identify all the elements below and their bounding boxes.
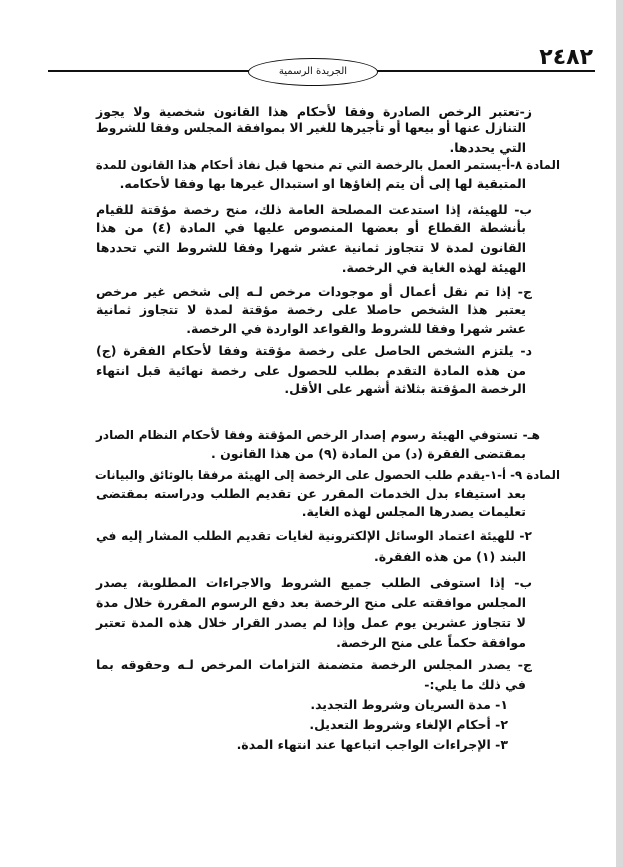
text-line: لا تتجاوز عشرين يوم عمل وإذا لم يصدر القرار خلال هذه المدة تعتبر bbox=[96, 615, 526, 630]
text-line: يعتبر هذا الشخص حاصلا على رخصة مؤقتة لمدة لا تتجاوز ثمانية bbox=[96, 302, 526, 317]
text-line: ج- يصدر المجلس الرخصة متضمنة التزامات المرخص لـه وحقوقه بما bbox=[96, 657, 532, 672]
text-line: د- يلتزم الشخص الحاصل على رخصة مؤقتة وفقا لأحكام الفقرة (ج) bbox=[96, 343, 532, 358]
list-item: ٢- أحكام الإلغاء وشروط التعديل. bbox=[309, 717, 508, 732]
article-8-line: المادة ٨-أ-يستمر العمل بالرخصة التي تم منحها قبل نفاذ أحكام هذا القانون للمدة bbox=[95, 158, 560, 172]
text-line: التنازل عنها أو بيعها أو تأجيرها للغير الا بموافقة المجلس وفقا للشروط bbox=[96, 121, 526, 135]
text-line: ب- للهيئة، إذا استدعت المصلحة العامة ذلك، منح رخصة مؤقتة للقيام bbox=[96, 202, 532, 217]
text-line: بأنشطة القطاع أو بعضها المنصوص عليها في المادة (٤) من هذا bbox=[96, 220, 526, 235]
text-line: البند (١) من هذه الفقرة. bbox=[373, 549, 526, 564]
text-line: الرخصة المؤقتة بثلاثة أشهر على الأقل. bbox=[284, 381, 526, 396]
text-line: من هذه المادة التقدم بطلب للحصول على رخصة نهائية قبل انتهاء bbox=[96, 363, 526, 378]
journal-name-badge: الجريدة الرسمية bbox=[248, 58, 378, 86]
text-line: ز-تعتبر الرخص الصادرة وفقا لأحكام هذا القانون شخصية ولا يجوز bbox=[96, 104, 532, 119]
text-line: بمقتضى الفقرة (د) من المادة (٩) من هذا القانون . bbox=[211, 446, 526, 461]
text-line: عشر شهرا وفقا للشروط والقواعد الواردة في الرخصة. bbox=[186, 321, 526, 336]
page-number: ٢٤٨٢ bbox=[539, 45, 593, 70]
text-line: ب- إذا استوفى الطلب جميع الشروط والاجراءات المطلوبة، يصدر bbox=[96, 575, 532, 590]
article-9-line: المادة ٩- أ-١-يقدم طلب الحصول على الرخصة إلى الهيئة مرفقا بالوثائق والبيانات bbox=[94, 468, 560, 482]
text-line: الهيئة لهذه الغاية في الرخصة. bbox=[341, 260, 526, 275]
text-line: هـ- تستوفي الهيئة رسوم إصدار الرخص المؤقتة وفقا لأحكام النظام الصادر bbox=[96, 428, 540, 442]
text-line: ج- إذا تم نقل أعمال أو موجودات مرخص لـه إلى شخص غير مرخص bbox=[96, 284, 532, 299]
list-item: ٣- الإجراءات الواجب اتباعها عند انتهاء المدة. bbox=[236, 737, 508, 752]
text-line: التي يحددها. bbox=[449, 140, 526, 155]
text-line: في ذلك ما يلي:- bbox=[424, 677, 526, 692]
text-line: موافقة حكماً على منح الرخصة. bbox=[336, 635, 526, 650]
page-edge-shadow bbox=[616, 0, 623, 867]
list-item: ١- مدة السريان وشروط التجديد. bbox=[310, 697, 508, 712]
text-line: المجلس موافقته على منح الرخصة بعد دفع الرسوم المقررة خلال مدة bbox=[96, 595, 526, 610]
text-line: بعد استيفاء بدل الخدمات المقرر عن تقديم الطلب ودراسته بمقتضى bbox=[96, 486, 526, 501]
text-line: المتبقية لها إلى أن يتم إلغاؤها او استبدال غيرها بها وفقا لأحكامه. bbox=[119, 176, 526, 191]
text-line: تعليمات يصدرها المجلس لهذه الغاية. bbox=[301, 504, 526, 519]
text-line: القانون لمدة لا تتجاوز ثمانية عشر شهرا وفقا للشروط التي تحددها bbox=[96, 240, 526, 255]
text-line: ٢- للهيئة اعتماد الوسائل الإلكترونية لغايات تقديم الطلب المشار إليه في bbox=[96, 529, 532, 543]
